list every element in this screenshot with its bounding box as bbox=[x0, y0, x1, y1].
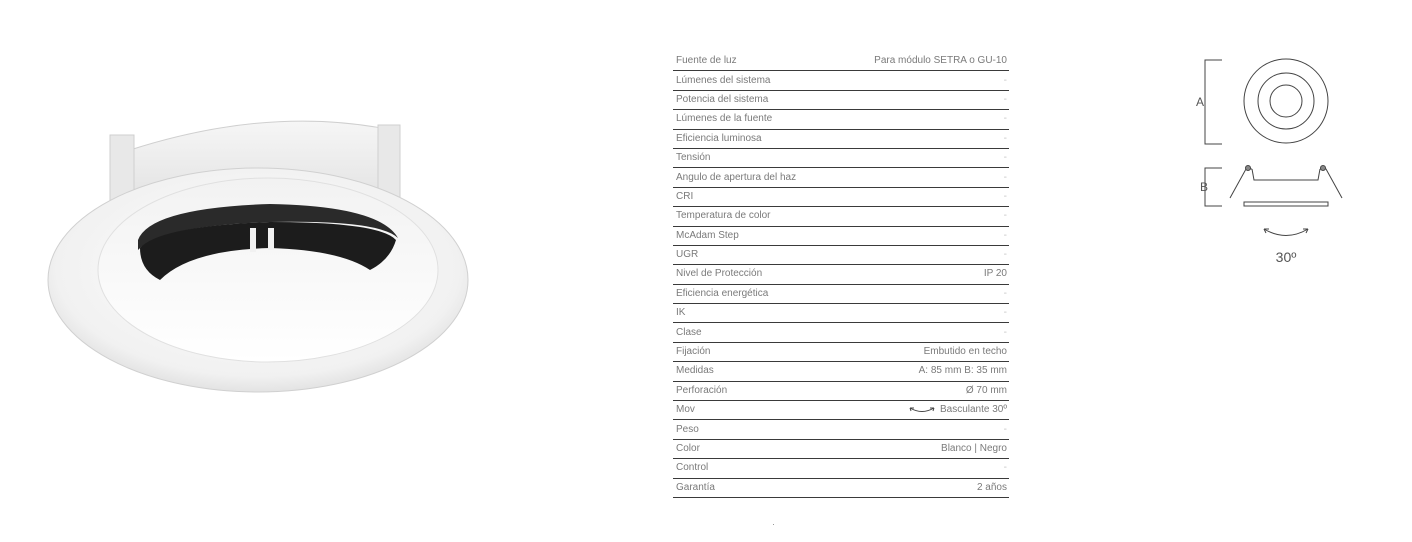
spec-value-wrap bbox=[941, 444, 1009, 454]
spec-value: - bbox=[1003, 93, 1007, 105]
tilt-label: 30º bbox=[1275, 249, 1297, 265]
spec-value: A: 85 mm B: 35 mm bbox=[918, 365, 1007, 377]
spec-value: - bbox=[1003, 113, 1007, 125]
spec-table bbox=[673, 52, 1009, 498]
spec-value: 2 años bbox=[976, 481, 1007, 493]
spec-row bbox=[673, 168, 1009, 187]
spec-label: Tensión bbox=[676, 152, 711, 164]
spec-row bbox=[673, 149, 1009, 168]
spec-label: Nivel de Protección bbox=[676, 268, 763, 280]
spec-value: Embutido en techo bbox=[923, 346, 1007, 358]
spec-row bbox=[673, 401, 1009, 420]
spec-value-wrap bbox=[1004, 192, 1009, 202]
spec-value-wrap bbox=[1004, 250, 1009, 260]
spec-value: Basculante 30º bbox=[939, 404, 1007, 416]
spec-label: CRI bbox=[676, 190, 694, 202]
spec-label: Eficiencia energética bbox=[676, 287, 769, 299]
spec-label: Angulo de apertura del haz bbox=[676, 171, 797, 183]
spec-row bbox=[673, 440, 1009, 459]
spec-value: - bbox=[1003, 229, 1007, 241]
spec-value-wrap bbox=[1004, 289, 1009, 299]
spec-label: Fuente de luz bbox=[676, 55, 737, 67]
spec-value: Blanco | Negro bbox=[941, 443, 1007, 454]
stray-dot bbox=[773, 524, 774, 525]
spec-value: - bbox=[1003, 190, 1007, 202]
spec-value-wrap bbox=[1004, 114, 1009, 124]
spec-row bbox=[673, 71, 1009, 90]
spec-label: Perforación bbox=[676, 384, 728, 396]
spec-label: Control bbox=[676, 462, 709, 474]
spec-value: IP 20 bbox=[983, 268, 1007, 280]
spec-row bbox=[673, 343, 1009, 362]
label-a: A bbox=[1195, 95, 1205, 109]
spec-value-wrap bbox=[1004, 328, 1009, 338]
spec-value: - bbox=[1003, 152, 1007, 164]
spec-label: McAdam Step bbox=[676, 229, 739, 241]
spec-row bbox=[673, 110, 1009, 129]
spec-value-wrap bbox=[1004, 95, 1009, 105]
spec-value-wrap bbox=[924, 347, 1009, 357]
spec-label: Color bbox=[676, 443, 700, 454]
spec-row bbox=[673, 91, 1009, 110]
top-view-inner-circle bbox=[1270, 85, 1302, 117]
spec-label: Garantía bbox=[676, 481, 715, 493]
spec-value: - bbox=[1003, 74, 1007, 86]
spec-value: - bbox=[1003, 462, 1007, 474]
spec-row bbox=[673, 52, 1009, 71]
dimension-diagram bbox=[1190, 52, 1360, 272]
spec-value-wrap bbox=[1004, 425, 1009, 435]
top-view-middle-circle bbox=[1258, 73, 1314, 129]
spec-value: - bbox=[1003, 287, 1007, 299]
spec-label: Lúmenes del sistema bbox=[676, 74, 771, 86]
spec-label: UGR bbox=[676, 249, 699, 261]
spec-row bbox=[673, 130, 1009, 149]
spec-value: Ø 70 mm bbox=[965, 384, 1007, 396]
product-photo bbox=[40, 110, 480, 410]
spec-label: IK bbox=[676, 307, 686, 319]
spec-row bbox=[673, 265, 1009, 284]
spec-row bbox=[673, 285, 1009, 304]
spec-value-wrap bbox=[1004, 463, 1009, 473]
spec-value-wrap bbox=[919, 366, 1009, 376]
spec-value: - bbox=[1003, 307, 1007, 319]
spec-row bbox=[673, 479, 1009, 498]
top-view-outer-circle bbox=[1244, 59, 1328, 143]
tilt-arc-icon bbox=[908, 405, 936, 415]
spec-label: Fijación bbox=[676, 346, 711, 358]
spec-row bbox=[673, 207, 1009, 226]
spec-value: - bbox=[1003, 210, 1007, 222]
spec-value: Para módulo SETRA o GU-10 bbox=[874, 55, 1007, 67]
spec-value-wrap bbox=[1004, 211, 1009, 221]
label-b: B bbox=[1199, 180, 1209, 194]
spec-value-wrap bbox=[977, 483, 1009, 493]
side-view-profile bbox=[1230, 166, 1342, 207]
spec-value: - bbox=[1003, 423, 1007, 435]
spec-row bbox=[673, 362, 1009, 381]
spec-row bbox=[673, 382, 1009, 401]
spec-value-wrap bbox=[1004, 308, 1009, 318]
spec-label: Medidas bbox=[676, 365, 714, 377]
spec-value: - bbox=[1003, 326, 1007, 338]
spec-row bbox=[673, 323, 1009, 342]
spec-label: Temperatura de color bbox=[676, 210, 771, 222]
spec-value-wrap bbox=[1004, 231, 1009, 241]
spec-label: Potencia del sistema bbox=[676, 93, 769, 105]
spec-label: Mov bbox=[676, 404, 695, 416]
spec-value-wrap bbox=[1004, 153, 1009, 163]
spec-value: - bbox=[1003, 171, 1007, 183]
spec-value-wrap bbox=[1004, 173, 1009, 183]
spec-value: - bbox=[1003, 249, 1007, 261]
spec-row bbox=[673, 420, 1009, 439]
spec-value: - bbox=[1003, 132, 1007, 144]
spec-value-wrap bbox=[874, 56, 1009, 66]
tilt-arc-icon bbox=[1264, 229, 1308, 236]
spec-row bbox=[673, 304, 1009, 323]
spec-row bbox=[673, 246, 1009, 265]
spec-label: Eficiencia luminosa bbox=[676, 132, 762, 144]
spec-value-wrap bbox=[984, 269, 1009, 279]
spec-row bbox=[673, 227, 1009, 246]
spec-value-wrap bbox=[908, 405, 1009, 415]
spec-row bbox=[673, 188, 1009, 207]
spec-label: Clase bbox=[676, 326, 702, 338]
spec-value-wrap bbox=[1004, 134, 1009, 144]
spec-value-wrap bbox=[966, 386, 1009, 396]
spec-value-wrap bbox=[1004, 76, 1009, 86]
spec-label: Lúmenes de la fuente bbox=[676, 113, 773, 125]
spec-label: Peso bbox=[676, 423, 699, 435]
spec-row bbox=[673, 459, 1009, 478]
